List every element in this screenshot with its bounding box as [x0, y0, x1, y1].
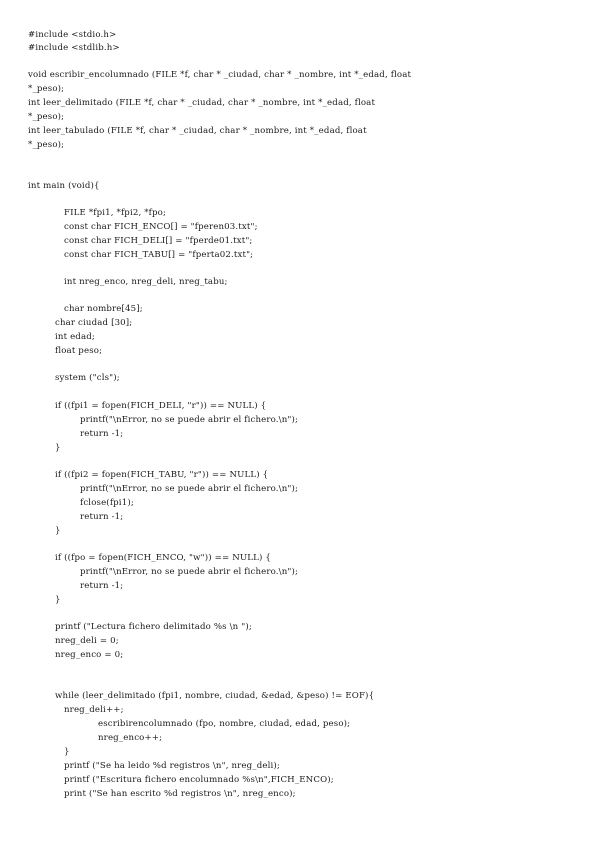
code-line: return -1; [80, 429, 124, 439]
code-line: char ciudad [30]; [55, 318, 133, 328]
code-line: } [55, 595, 61, 605]
code-line: } [55, 526, 61, 536]
code-line: if ((fpi2 = fopen(FICH_TABU, "r")) == NULL) { [55, 470, 269, 480]
code-line: *_peso); [28, 140, 65, 150]
code-line: printf("\nError, no se puede abrir el fichero.\n"); [80, 567, 299, 577]
code-line: const char FICH_DELI[] = "fperde01.txt"; [64, 236, 253, 246]
code-line: } [55, 443, 61, 453]
code-line: if ((fpi1 = fopen(FICH_DELI, "r")) == NULL) { [55, 401, 267, 411]
code-line: float peso; [55, 346, 103, 356]
code-line: char nombre[45]; [64, 304, 143, 314]
code-line: nreg_deli = 0; [55, 636, 119, 646]
code-line: void escribir_encolumnado (FILE *f, char * _ciudad, char * _nombre, int *_edad, float [28, 70, 412, 80]
code-line: } [64, 747, 70, 757]
code-line: nreg_enco++; [98, 733, 163, 743]
code-line: nreg_deli++; [64, 705, 124, 715]
code-line: printf("\nError, no se puede abrir el fichero.\n"); [80, 415, 299, 425]
code-line: FILE *fpi1, *fpi2, *fpo; [64, 208, 167, 218]
code-line: *_peso); [28, 112, 65, 122]
code-line: print ("Se han escrito %d registros \n", nreg_enco); [64, 789, 296, 799]
code-line: const char FICH_TABU[] = "fperta02.txt"; [64, 250, 254, 260]
code-line: int leer_delimitado (FILE *f, char * _ciudad, char * _nombre, int *_edad, float [28, 98, 376, 108]
code-line: int main (void){ [28, 181, 100, 191]
code-line: return -1; [80, 512, 124, 522]
code-line: nreg_enco = 0; [55, 650, 124, 660]
code-line: *_peso); [28, 84, 65, 94]
code-line: int edad; [55, 332, 95, 342]
code-line: #include <stdio.h> [28, 30, 117, 40]
code-line: #include <stdlib.h> [28, 43, 120, 53]
code-line: if ((fpo = fopen(FICH_ENCO, "w")) == NULL) { [55, 553, 271, 563]
code-line: const char FICH_ENCO[] = "fperen03.txt"; [64, 222, 258, 232]
code-line: system ("cls"); [55, 373, 120, 383]
code-line: int nreg_enco, nreg_deli, nreg_tabu; [64, 277, 228, 287]
code-line: printf("\nError, no se puede abrir el fichero.\n"); [80, 484, 299, 494]
code-line: printf ("Escritura fichero encolumnado %s\n",FICH_ENCO); [64, 775, 334, 785]
code-line: printf ("Lectura fichero delimitado %s \n "); [55, 622, 252, 632]
code-line: int leer_tabulado (FILE *f, char * _ciudad, char * _nombre, int *_edad, float [28, 126, 367, 136]
code-line: escribirencolumnado (fpo, nombre, ciudad, edad, peso); [98, 719, 351, 729]
code-line: printf ("Se ha leido %d registros \n", nreg_deli); [64, 761, 280, 771]
code-line: while (leer_delimitado (fpi1, nombre, ciudad, &edad, &peso) != EOF){ [55, 691, 375, 701]
code-line: return -1; [80, 581, 124, 591]
code-line: fclose(fpi1); [80, 498, 134, 508]
